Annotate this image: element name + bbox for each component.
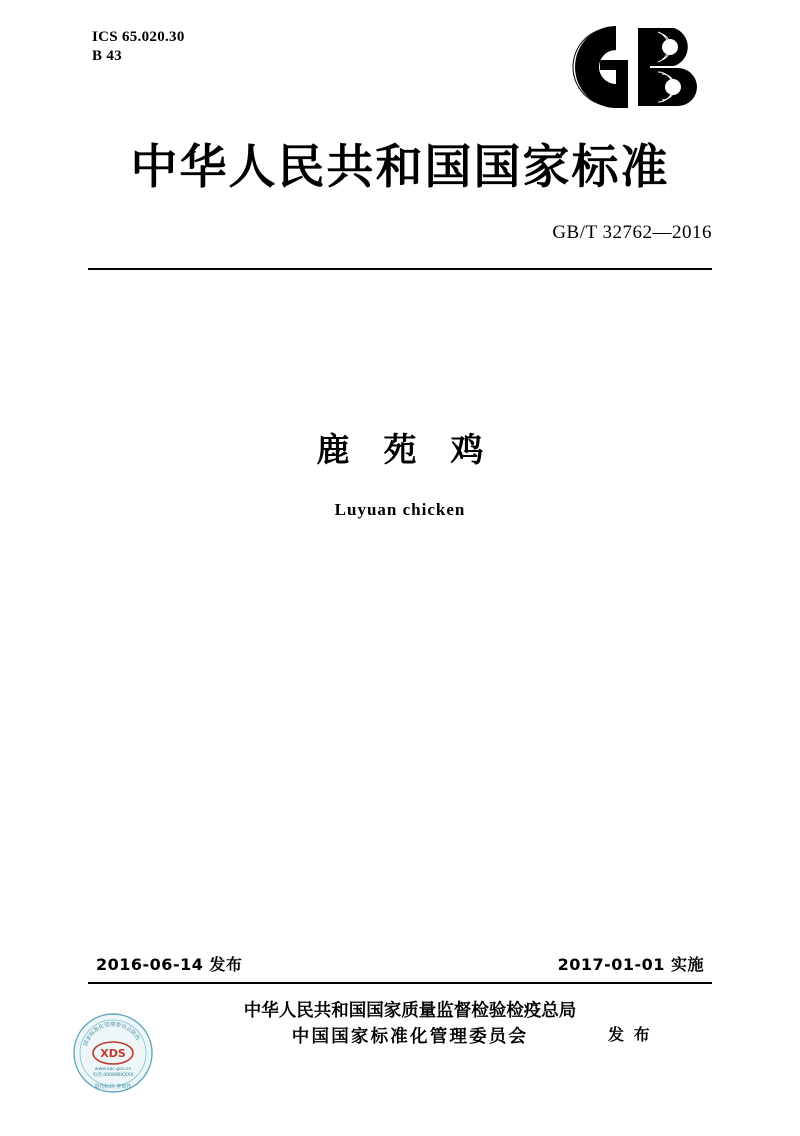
gb-logo-icon [554, 24, 714, 110]
anti-counterfeit-seal-icon [72, 1012, 154, 1094]
issuer-line-2: 中国国家标准化管理委员会 [291, 1027, 529, 1047]
page-title: 中华人民共和国国家标准 [130, 140, 670, 195]
implementation-date: 2017-01-01 实施 [557, 955, 704, 974]
svg-text:防伪标识 查询件: 防伪标识 查询件 [94, 1084, 132, 1090]
subject-title-en: Luyuan chicken [334, 500, 466, 519]
ics-classification-block [92, 28, 185, 66]
ics-code: ICS 65.020.30 [92, 29, 185, 45]
svg-text:XDS: XDS [100, 1047, 126, 1060]
publish-label: 发 布 [608, 1025, 652, 1044]
issue-date: 2016-06-14 发布 [96, 955, 243, 974]
issuer-block [150, 998, 670, 1050]
svg-text:电话:400698XXXX: 电话:400698XXXX [92, 1073, 134, 1078]
divider-bottom [88, 982, 712, 984]
standard-number: GB/T 32762—2016 [552, 222, 712, 243]
svg-text:国家标准化管理委员会防伪: 国家标准化管理委员会防伪 [82, 1021, 141, 1047]
issuer-line-1: 中华人民共和国国家质量监督检验检疫总局 [243, 1001, 577, 1021]
classification-code: B 43 [92, 48, 122, 64]
subject-title-cn: 鹿苑鸡 [316, 430, 518, 469]
divider-top [88, 268, 712, 270]
svg-text:www.sac.gov.cn: www.sac.gov.cn [94, 1067, 132, 1072]
